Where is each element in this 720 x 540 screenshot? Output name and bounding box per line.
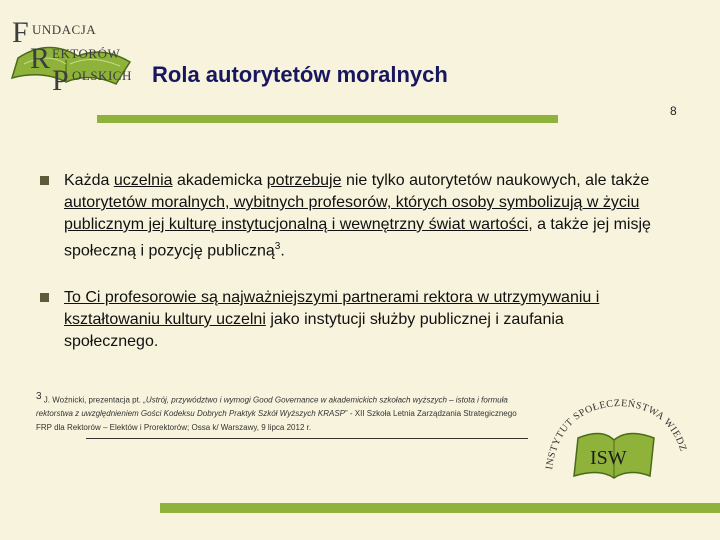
- slide-title: Rola autorytetów moralnych: [152, 62, 448, 87]
- underlined-run: To Ci profesorowie są najważniejszymi partnerami rektora w utrzymywaniu i kształtowaniu kultury uczelni: [64, 289, 600, 328]
- isw-arc-text: INSTYTUT SPOŁECZEŃSTWA WIEDZ: [544, 398, 689, 471]
- logo-letter-p: P: [52, 64, 69, 97]
- footnote-lead: J. Woźnicki, prezentacja pt.: [43, 395, 144, 405]
- square-bullet-icon: [40, 293, 49, 302]
- foundation-logo: [8, 18, 138, 96]
- text-run: , a także jej misję społeczną i pozycję publiczną: [64, 216, 651, 260]
- underlined-run: uczelnia: [113, 172, 173, 189]
- text-run: akademicka: [172, 172, 267, 189]
- bullet-item: [40, 170, 660, 262]
- logo-text-olskich: OLSKICH: [72, 68, 132, 83]
- title-underline-bar: [97, 115, 558, 123]
- logo-letter-f: F: [12, 16, 29, 49]
- footnote-italic-title: „Ustrój, przywództwo i wymogi Good Governance w akademickich szkołach wyższych – istota i formuła rektorstwa z uwzględnieniem Gości Kodeksu Dobrych Praktyk Szkół Wyższych KRASP: [36, 395, 508, 419]
- footnote: [36, 390, 526, 434]
- square-bullet-icon: [40, 176, 49, 185]
- logo-lettering: [8, 18, 138, 98]
- bullet-text: [64, 287, 660, 353]
- footnote-number: 3: [36, 391, 42, 402]
- logo-letter-r: R: [30, 42, 51, 75]
- bottom-accent-bar: [160, 503, 720, 513]
- underlined-run: potrzebuje: [266, 172, 342, 189]
- isw-logo: [540, 398, 690, 498]
- isw-abbreviation: ISW: [590, 447, 627, 469]
- logo-text-undacja: UNDACJA: [32, 22, 97, 37]
- page-number: 8: [670, 104, 677, 118]
- footnote-rule: [86, 438, 528, 439]
- text-run: .: [280, 242, 285, 260]
- footnote-reference: 3: [274, 241, 281, 252]
- text-run: Każda: [64, 172, 114, 189]
- bullet-item: [40, 287, 660, 353]
- footnote-rest: ” - XII Szkoła Letnia Zarządzania Strategicznego FRP dla Rektorów – Elektów i Prorektorów; Ossa k/ Warszawy, 9 lipca 2012 r.: [36, 409, 517, 432]
- text-run: nie tylko autorytetów naukowych, ale także: [341, 172, 650, 189]
- bullet-text: [64, 170, 660, 262]
- underlined-run: autorytetów moralnych, wybitnych profesorów, których osoby symbolizują w życiu publicznym jej kulturę instytucjonalną i wewnętrzny świat wartości: [64, 194, 640, 233]
- text-run: jako instytucji służby publicznej i zaufania społecznego.: [64, 311, 564, 350]
- logo-text-ektorow: EKTORÓW: [52, 46, 121, 61]
